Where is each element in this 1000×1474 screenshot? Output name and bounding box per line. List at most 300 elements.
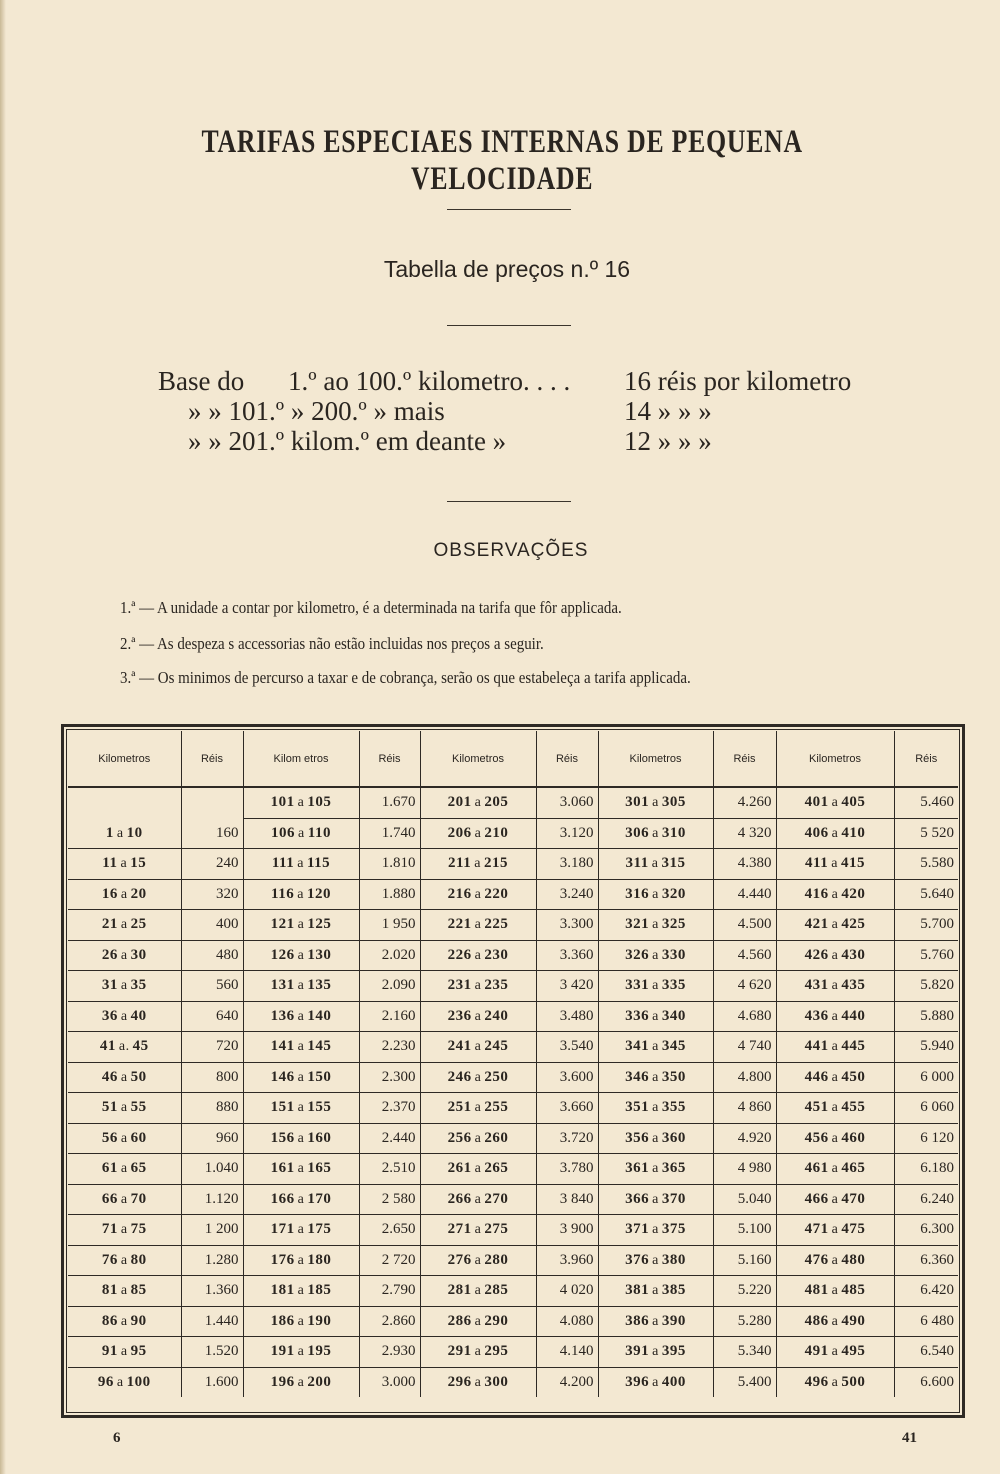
price-cell: 6.360 <box>894 1245 958 1276</box>
km-range-sep: a <box>120 1344 128 1360</box>
km-range-sep: a <box>652 1313 659 1329</box>
price-cell: 2.230 <box>359 1032 420 1063</box>
km-range-cell <box>776 787 894 818</box>
km-range-from: 66 <box>101 1190 118 1207</box>
km-range-to: 190 <box>307 1312 332 1329</box>
price-cell: 4 860 <box>713 1093 776 1124</box>
price-cell: 3.480 <box>536 1001 598 1032</box>
table-row <box>68 1062 958 1093</box>
km-range-cell <box>420 1062 536 1093</box>
table-row <box>68 910 958 941</box>
price-cell: 4.440 <box>713 879 776 910</box>
price-cell: 5.820 <box>894 971 958 1002</box>
price-cell: 640 <box>181 1001 243 1032</box>
price-cell: 5.580 <box>894 849 958 880</box>
km-range-cell <box>420 879 536 910</box>
km-range-sep: a <box>652 1374 659 1390</box>
km-range-sep: a <box>116 825 124 841</box>
km-range-cell <box>598 1245 713 1276</box>
km-range-sep: a <box>297 1130 305 1146</box>
price-cell: 2.650 <box>359 1215 420 1246</box>
km-range-sep: a <box>652 947 659 963</box>
km-range-cell <box>598 1306 713 1337</box>
km-range-cell <box>420 971 536 1002</box>
km-range-cell <box>243 1337 359 1368</box>
km-range-to: 50 <box>130 1068 147 1085</box>
price-cell: 5.940 <box>894 1032 958 1063</box>
price-cell: 3 840 <box>536 1184 598 1215</box>
km-range-from: 61 <box>101 1160 118 1177</box>
price-cell: 1.360 <box>181 1276 243 1307</box>
price-cell: 3.960 <box>536 1245 598 1276</box>
km-range-cell <box>420 1123 536 1154</box>
km-range-from: 211 <box>448 855 472 872</box>
km-range-to: 220 <box>484 885 509 902</box>
price-cell: 5.160 <box>713 1245 776 1276</box>
km-range-sep: a <box>474 1069 482 1085</box>
km-range-sep: a <box>831 1100 839 1116</box>
km-range-to: 335 <box>661 977 686 994</box>
km-range-to: 140 <box>307 1007 332 1024</box>
km-range-cell <box>598 879 713 910</box>
km-range-to: 235 <box>484 977 509 994</box>
table-row <box>68 818 958 849</box>
km-range-to: 80 <box>130 1251 147 1268</box>
km-range-cell <box>68 1062 181 1093</box>
km-range-to: 300 <box>484 1373 509 1390</box>
km-range-cell <box>420 940 536 971</box>
km-range-sep: a <box>652 1130 659 1146</box>
km-range-to: 405 <box>841 794 866 811</box>
km-range-cell <box>243 940 359 971</box>
km-range-to: 195 <box>307 1343 332 1360</box>
km-range-from: 156 <box>270 1129 295 1146</box>
km-range-to: 95 <box>130 1343 147 1360</box>
table-header-row <box>68 731 958 787</box>
km-range-sep: a <box>120 947 128 963</box>
km-range-to: 45 <box>132 1038 149 1055</box>
price-cell: 5.640 <box>894 879 958 910</box>
km-range-from: 456 <box>804 1129 829 1146</box>
km-range-sep: a <box>474 795 482 811</box>
km-range-from: 401 <box>804 794 829 811</box>
km-range-to: 425 <box>841 916 866 933</box>
km-range-cell <box>68 1001 181 1032</box>
km-range-to: 325 <box>661 916 686 933</box>
km-range-to: 380 <box>661 1251 686 1268</box>
km-range-from: 426 <box>804 946 829 963</box>
km-range-from: 306 <box>625 824 650 841</box>
km-range-sep: a <box>474 1008 482 1024</box>
km-range-to: 460 <box>841 1129 866 1146</box>
km-range-from: 171 <box>270 1221 295 1238</box>
km-range-cell <box>68 1032 181 1063</box>
km-range-sep: a <box>652 886 659 902</box>
km-range-sep: a <box>652 1039 659 1055</box>
table-row <box>68 1123 958 1154</box>
km-range-from: 96 <box>97 1373 114 1390</box>
km-range-to: 60 <box>130 1129 147 1146</box>
km-range-sep: a <box>652 1100 659 1116</box>
km-range-to: 25 <box>130 916 147 933</box>
km-range-to: 315 <box>661 855 686 872</box>
km-range-sep: a <box>652 1069 659 1085</box>
price-cell: 800 <box>181 1062 243 1093</box>
price-cell: 5.400 <box>713 1367 776 1397</box>
km-range-cell <box>420 1215 536 1246</box>
price-cell: 2 720 <box>359 1245 420 1276</box>
km-range-sep: a <box>297 1039 305 1055</box>
price-cell: 4.500 <box>713 910 776 941</box>
km-range-sep: a <box>297 1008 305 1024</box>
km-range-cell <box>243 1245 359 1276</box>
price-cell: 3.540 <box>536 1032 598 1063</box>
price-cell: 4.380 <box>713 849 776 880</box>
price-cell: 4 620 <box>713 971 776 1002</box>
km-range-from: 386 <box>625 1312 650 1329</box>
km-range-to: 180 <box>307 1251 332 1268</box>
price-cell: 2 580 <box>359 1184 420 1215</box>
km-range-from: 286 <box>447 1312 472 1329</box>
base-rate: 14 » » » <box>624 396 712 426</box>
km-range-sep: a <box>652 917 659 933</box>
km-range-to: 245 <box>484 1038 509 1055</box>
km-range-cell <box>243 787 359 818</box>
km-range-to: 465 <box>841 1160 866 1177</box>
km-range-cell <box>598 1215 713 1246</box>
km-range-cell <box>776 1276 894 1307</box>
km-range-cell <box>243 879 359 910</box>
km-range-from: 481 <box>804 1282 829 1299</box>
km-range-cell <box>420 1306 536 1337</box>
km-range-to: 420 <box>841 885 866 902</box>
price-cell: 4.080 <box>536 1306 598 1337</box>
km-range-from: 236 <box>447 1007 472 1024</box>
km-range-cell <box>68 818 181 849</box>
km-range-to: 435 <box>841 977 866 994</box>
km-range-cell <box>420 818 536 849</box>
price-cell: 5.880 <box>894 1001 958 1032</box>
table-row <box>68 1093 958 1124</box>
km-range-to: 500 <box>841 1373 866 1390</box>
km-range-cell <box>776 849 894 880</box>
km-range-cell <box>598 940 713 971</box>
price-cell: 880 <box>181 1093 243 1124</box>
table-row <box>68 1154 958 1185</box>
km-range-sep: a <box>474 856 481 872</box>
km-range-sep: a <box>297 1191 305 1207</box>
km-range-cell <box>598 1062 713 1093</box>
km-range-from: 151 <box>270 1099 295 1116</box>
km-range-cell <box>420 1337 536 1368</box>
km-range-from: 221 <box>447 916 472 933</box>
km-range-sep: a <box>297 1252 305 1268</box>
km-range-to: 90 <box>130 1312 147 1329</box>
km-range-sep: a <box>120 1222 128 1238</box>
km-range-from: 486 <box>804 1312 829 1329</box>
km-range-from: 461 <box>804 1160 829 1177</box>
km-range-sep: a <box>831 917 839 933</box>
km-range-cell <box>243 1032 359 1063</box>
km-range-cell <box>243 1093 359 1124</box>
km-range-to: 415 <box>840 855 865 872</box>
km-range-cell <box>776 818 894 849</box>
km-range-from: 76 <box>101 1251 118 1268</box>
km-range-sep: a <box>474 1283 482 1299</box>
km-range-cell <box>68 971 181 1002</box>
price-cell: 6.420 <box>894 1276 958 1307</box>
divider <box>447 325 571 326</box>
km-range-cell <box>598 1093 713 1124</box>
km-range-sep: a <box>297 917 305 933</box>
km-range-to: 340 <box>661 1007 686 1024</box>
km-range-cell <box>68 1367 181 1397</box>
price-cell: 3.240 <box>536 879 598 910</box>
price-cell: 3.360 <box>536 940 598 971</box>
km-range-cell <box>68 787 181 818</box>
km-range-to: 455 <box>841 1099 866 1116</box>
table-row <box>68 1367 958 1397</box>
km-range-to: 290 <box>484 1312 509 1329</box>
km-range-from: 416 <box>804 885 829 902</box>
price-cell: 3.180 <box>536 849 598 880</box>
price-cell: 3.720 <box>536 1123 598 1154</box>
km-range-sep: a <box>831 825 839 841</box>
km-range-sep: a <box>831 947 839 963</box>
km-range-cell <box>243 1123 359 1154</box>
km-range-to: 230 <box>484 946 509 963</box>
price-cell: 6.180 <box>894 1154 958 1185</box>
km-range-from: 431 <box>804 977 829 994</box>
km-range-sep: a <box>120 917 128 933</box>
price-cell: 6.600 <box>894 1367 958 1397</box>
km-range-from: 41 <box>99 1038 116 1055</box>
km-range-sep: a <box>474 1344 482 1360</box>
km-range-sep: a <box>120 978 128 994</box>
km-range-from: 46 <box>101 1068 118 1085</box>
km-range-cell <box>243 1367 359 1397</box>
price-cell: 2.370 <box>359 1093 420 1124</box>
km-range-from: 206 <box>447 824 472 841</box>
price-cell: 4.560 <box>713 940 776 971</box>
km-range-sep: a <box>831 1130 839 1146</box>
column-header-kilometros: Kilometros <box>776 731 894 787</box>
observation-note: 2.ª — As despeza s accessorias não estão incluidas nos preços a seguir. <box>120 634 544 653</box>
price-cell: 4 740 <box>713 1032 776 1063</box>
price-cell: 3 420 <box>536 971 598 1002</box>
km-range-from: 476 <box>804 1251 829 1268</box>
km-range-to: 100 <box>126 1373 151 1390</box>
km-range-from: 26 <box>101 946 118 963</box>
km-range-from: 191 <box>270 1343 295 1360</box>
price-cell: 4 020 <box>536 1276 598 1307</box>
price-cell: 3.060 <box>536 787 598 818</box>
price-cell: 5.040 <box>713 1184 776 1215</box>
km-range-from: 391 <box>625 1343 650 1360</box>
table-row <box>68 940 958 971</box>
km-range-to: 450 <box>841 1068 866 1085</box>
km-range-cell <box>68 1276 181 1307</box>
observation-note: 1.ª — A unidade a contar por kilometro, é a determinada na tarifa que fôr applicada. <box>120 598 622 617</box>
km-range-from: 196 <box>270 1373 295 1390</box>
km-range-from: 491 <box>804 1343 829 1360</box>
km-range-from: 296 <box>447 1373 472 1390</box>
km-range-to: 330 <box>661 946 686 963</box>
km-range-to: 110 <box>307 824 331 841</box>
km-range-from: 16 <box>101 885 118 902</box>
km-range-to: 125 <box>307 916 332 933</box>
km-range-to: 165 <box>307 1160 332 1177</box>
km-range-cell <box>776 1001 894 1032</box>
km-range-to: 85 <box>130 1282 147 1299</box>
km-range-sep: a <box>120 856 128 872</box>
price-cell: 2.860 <box>359 1306 420 1337</box>
km-range-from: 116 <box>271 885 295 902</box>
km-range-to: 345 <box>661 1038 686 1055</box>
km-range-sep: a <box>474 917 482 933</box>
km-range-from: 471 <box>804 1221 829 1238</box>
km-range-cell <box>776 1062 894 1093</box>
km-range-sep: a <box>831 1252 839 1268</box>
km-range-from: 366 <box>625 1190 650 1207</box>
km-range-cell <box>68 1245 181 1276</box>
km-range-sep: a <box>831 1039 839 1055</box>
km-range-sep: a <box>652 978 659 994</box>
km-range-cell <box>776 1184 894 1215</box>
km-range-to: 370 <box>661 1190 686 1207</box>
km-range-cell <box>776 1306 894 1337</box>
km-range-cell <box>598 849 713 880</box>
km-range-sep: a <box>831 1008 839 1024</box>
km-range-cell <box>243 849 359 880</box>
km-range-from: 371 <box>625 1221 650 1238</box>
km-range-cell <box>68 1093 181 1124</box>
km-range-from: 406 <box>804 824 829 841</box>
km-range-cell <box>243 971 359 1002</box>
km-range-from: 11 <box>102 855 118 872</box>
km-range-sep: a <box>831 1344 839 1360</box>
km-range-from: 381 <box>625 1282 650 1299</box>
price-cell: 560 <box>181 971 243 1002</box>
km-range-from: 376 <box>625 1251 650 1268</box>
km-range-cell <box>776 1245 894 1276</box>
km-range-sep: a <box>297 856 304 872</box>
km-range-to: 470 <box>841 1190 866 1207</box>
km-range-to: 430 <box>841 946 866 963</box>
km-range-sep: a <box>652 1344 659 1360</box>
km-range-from: 31 <box>101 977 118 994</box>
price-cell: 1.600 <box>181 1367 243 1397</box>
km-range-from: 71 <box>101 1221 118 1238</box>
km-range-to: 200 <box>307 1373 332 1390</box>
km-range-to: 175 <box>307 1221 332 1238</box>
base-rate: 12 » » » <box>624 426 712 456</box>
km-range-cell <box>420 1001 536 1032</box>
price-cell: 4.680 <box>713 1001 776 1032</box>
price-cell: 6 480 <box>894 1306 958 1337</box>
km-range-from: 341 <box>625 1038 650 1055</box>
km-range-sep: a <box>297 1283 305 1299</box>
km-range-sep: a <box>297 1344 305 1360</box>
km-range-to: 270 <box>484 1190 509 1207</box>
km-range-cell <box>420 1184 536 1215</box>
km-range-from: 201 <box>447 794 472 811</box>
km-range-cell <box>420 849 536 880</box>
km-range-cell <box>420 1276 536 1307</box>
km-range-cell <box>598 787 713 818</box>
km-range-to: 475 <box>841 1221 866 1238</box>
km-range-sep: a <box>652 1191 659 1207</box>
km-range-from: 136 <box>270 1007 295 1024</box>
km-range-to: 350 <box>661 1068 686 1085</box>
price-cell: 3 900 <box>536 1215 598 1246</box>
km-range-cell <box>776 1367 894 1397</box>
km-range-sep: a <box>652 825 659 841</box>
page-number-right: 41 <box>902 1430 917 1446</box>
km-range-from: 271 <box>447 1221 472 1238</box>
km-range-to: 295 <box>484 1343 509 1360</box>
base-range: » » 201.º kilom.º em deante » <box>188 426 507 456</box>
km-range-sep: a <box>120 1191 128 1207</box>
base-range: » » 101.º » 200.º » mais <box>188 396 445 426</box>
km-range-to: 395 <box>661 1343 686 1360</box>
km-range-cell <box>598 1337 713 1368</box>
km-range-sep: a <box>120 1161 128 1177</box>
km-range-sep: a <box>474 1222 482 1238</box>
km-range-from: 166 <box>270 1190 295 1207</box>
price-cell: 720 <box>181 1032 243 1063</box>
km-range-sep: a <box>120 1100 128 1116</box>
km-range-to: 70 <box>130 1190 147 1207</box>
km-range-to: 15 <box>130 855 147 872</box>
km-range-cell <box>598 1367 713 1397</box>
km-range-from: 466 <box>804 1190 829 1207</box>
km-range-sep: a <box>120 1283 128 1299</box>
km-range-cell <box>243 1276 359 1307</box>
price-cell: 4.800 <box>713 1062 776 1093</box>
price-cell: 1 200 <box>181 1215 243 1246</box>
km-range-cell <box>420 1154 536 1185</box>
price-cell: 1.880 <box>359 879 420 910</box>
km-range-to: 150 <box>307 1068 332 1085</box>
km-range-cell <box>598 1032 713 1063</box>
km-range-from: 276 <box>447 1251 472 1268</box>
km-range-to: 115 <box>306 855 331 872</box>
page-title: TARIFAS ESPECIAES INTERNAS DE PEQUENA VELOCIDADE <box>201 124 803 197</box>
price-cell: 1.670 <box>359 787 420 818</box>
km-range-from: 261 <box>447 1160 472 1177</box>
km-range-from: 111 <box>271 855 295 872</box>
price-cell: 5.340 <box>713 1337 776 1368</box>
km-range-cell <box>420 1245 536 1276</box>
column-header-kilometros: Kilometros <box>598 731 713 787</box>
km-range-cell <box>243 1306 359 1337</box>
km-range-to: 250 <box>484 1068 509 1085</box>
km-range-from: 496 <box>804 1373 829 1390</box>
table-row <box>68 1276 958 1307</box>
table-row <box>68 1245 958 1276</box>
base-rate: 16 réis por kilometro <box>624 366 852 396</box>
km-range-sep: a <box>474 886 482 902</box>
km-range-to: 310 <box>661 824 686 841</box>
km-range-from: 51 <box>101 1099 118 1116</box>
km-range-sep: a <box>831 1283 839 1299</box>
km-range-to: 30 <box>130 946 147 963</box>
km-range-from: 131 <box>270 977 295 994</box>
divider <box>447 501 571 502</box>
km-range-to: 495 <box>841 1343 866 1360</box>
km-range-cell <box>68 910 181 941</box>
